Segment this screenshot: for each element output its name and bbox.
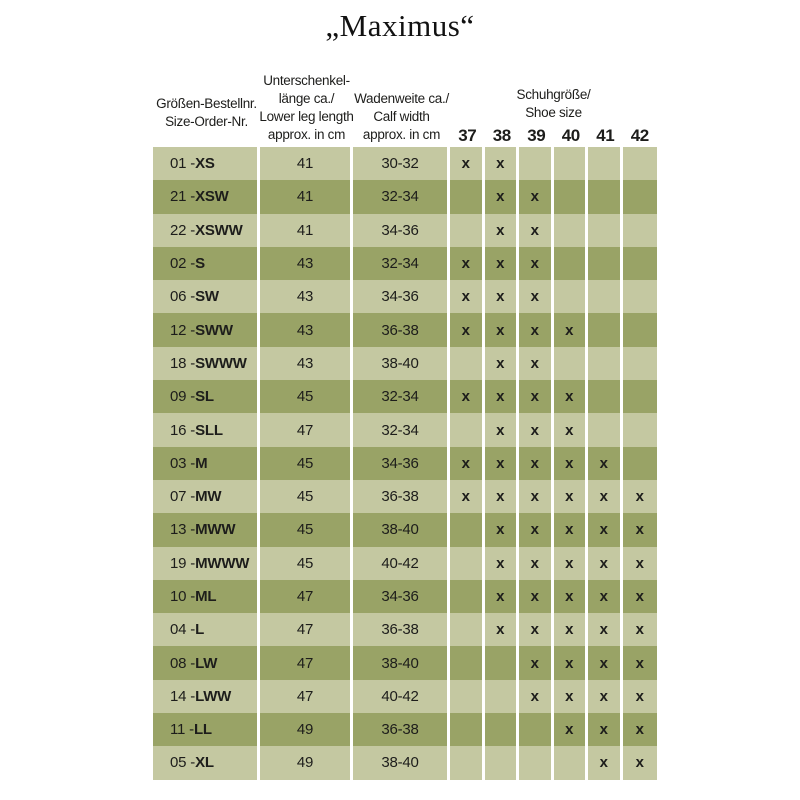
- table-header: [153, 56, 657, 147]
- size-code: LL: [193, 721, 212, 739]
- size-order-cell: [153, 447, 260, 480]
- order-number: 09 -: [170, 388, 196, 406]
- shoe-size-37-mark-cell: x: [450, 280, 485, 313]
- shoe-size-38-mark-cell: x: [485, 613, 520, 646]
- size-code: SL: [195, 388, 214, 406]
- shoe-size-42-mark-cell: x: [623, 580, 658, 613]
- size-code: SWWW: [195, 354, 247, 372]
- shoe-size-39-mark-cell: x: [519, 580, 554, 613]
- size-order-cell: [153, 547, 260, 580]
- header-leg-line3: Lower leg length: [259, 109, 354, 124]
- header-calf-width: [353, 90, 450, 147]
- shoe-size-42-mark-cell: x: [623, 613, 658, 646]
- shoe-size-41-mark-cell: [588, 380, 623, 413]
- table-row: [153, 380, 657, 413]
- shoe-size-37-mark-cell: [450, 580, 485, 613]
- size-code: ML: [195, 588, 217, 605]
- table-row: [153, 513, 657, 546]
- size-order-cell: [153, 680, 260, 713]
- shoe-size-40-mark-cell: x: [554, 713, 589, 746]
- leg-length-cell: 45: [260, 380, 353, 413]
- leg-length-cell: 43: [260, 280, 353, 313]
- shoe-size-37-mark-cell: x: [450, 447, 485, 480]
- shoe-size-37-mark-cell: [450, 713, 485, 746]
- size-order-cell: [153, 746, 260, 779]
- shoe-size-39-mark-cell: x: [519, 347, 554, 380]
- leg-length-cell: 45: [260, 547, 353, 580]
- calf-width-cell: 32-34: [353, 247, 450, 280]
- shoe-size-42-mark-cell: x: [623, 713, 658, 746]
- table-row: [153, 646, 657, 679]
- shoe-size-38-mark-cell: x: [485, 580, 520, 613]
- size-order-cell: [153, 214, 260, 247]
- table-body: [153, 147, 657, 780]
- table-row: [153, 247, 657, 280]
- leg-length-cell: 43: [260, 313, 353, 346]
- order-number: 06 -: [170, 288, 196, 306]
- leg-length-cell: 47: [260, 613, 353, 646]
- table-row: [153, 413, 657, 446]
- header-leg-line2: länge ca./: [278, 91, 335, 106]
- shoe-size-40-mark-cell: [554, 746, 589, 779]
- shoe-size-39-mark-cell: x: [519, 313, 554, 346]
- shoe-size-header-42: 42: [630, 126, 649, 145]
- size-order-cell: [153, 347, 260, 380]
- shoe-size-40-mark-cell: x: [554, 380, 589, 413]
- calf-width-cell: 32-34: [353, 413, 450, 446]
- shoe-size-37-mark-cell: [450, 180, 485, 213]
- shoe-size-41-mark-cell: x: [588, 613, 623, 646]
- table-row: [153, 313, 657, 346]
- shoe-size-37-mark-cell: x: [450, 147, 485, 180]
- leg-length-cell: 43: [260, 347, 353, 380]
- order-number: 22 -: [170, 221, 196, 239]
- shoe-size-39-mark-cell: x: [519, 513, 554, 546]
- size-order-cell: [153, 147, 260, 180]
- table-row: [153, 680, 657, 713]
- shoe-size-38-mark-cell: [485, 680, 520, 713]
- order-number: 01 -: [170, 155, 196, 173]
- shoe-size-37-mark-cell: [450, 680, 485, 713]
- shoe-size-40-mark-cell: x: [554, 313, 589, 346]
- shoe-size-40-mark-cell: [554, 180, 589, 213]
- order-number: 19 -: [170, 554, 196, 572]
- shoe-size-42-mark-cell: [623, 380, 658, 413]
- shoe-size-41-mark-cell: x: [588, 680, 623, 713]
- order-number: 02 -: [170, 255, 196, 273]
- leg-length-cell: 45: [260, 447, 353, 480]
- size-code: MW: [195, 488, 222, 506]
- shoe-size-38-mark-cell: x: [485, 247, 520, 280]
- shoe-size-38-mark-cell: x: [485, 280, 520, 313]
- shoe-size-40-mark-cell: x: [554, 513, 589, 546]
- shoe-size-header-40: 40: [561, 126, 580, 145]
- shoe-size-38-mark-cell: x: [485, 480, 520, 513]
- calf-width-cell: 38-40: [353, 746, 450, 779]
- shoe-size-40-mark-cell: [554, 247, 589, 280]
- shoe-size-42-mark-cell: [623, 347, 658, 380]
- order-number: 13 -: [170, 521, 196, 539]
- calf-width-cell: 30-32: [353, 147, 450, 180]
- shoe-size-37-mark-cell: x: [450, 247, 485, 280]
- shoe-size-39-mark-cell: x: [519, 480, 554, 513]
- size-code: XSW: [195, 188, 229, 206]
- leg-length-cell: 41: [260, 214, 353, 247]
- calf-width-cell: 34-36: [353, 580, 450, 613]
- calf-width-cell: 36-38: [353, 313, 450, 346]
- shoe-size-39-mark-cell: [519, 713, 554, 746]
- size-order-cell: [153, 413, 260, 446]
- shoe-size-40-mark-cell: x: [554, 613, 589, 646]
- table-row: [153, 147, 657, 180]
- calf-width-cell: 38-40: [353, 646, 450, 679]
- table-row: [153, 280, 657, 313]
- table-row: [153, 214, 657, 247]
- shoe-size-39-mark-cell: x: [519, 413, 554, 446]
- size-code: L: [195, 621, 205, 639]
- leg-length-cell: 45: [260, 513, 353, 546]
- shoe-size-42-mark-cell: [623, 313, 658, 346]
- size-order-cell: [153, 513, 260, 546]
- leg-length-cell: 49: [260, 746, 353, 779]
- header-shoe-size-group: [450, 86, 657, 147]
- shoe-size-40-mark-cell: [554, 347, 589, 380]
- leg-length-cell: 47: [260, 680, 353, 713]
- shoe-size-37-mark-cell: [450, 746, 485, 779]
- table-row: [153, 713, 657, 746]
- shoe-size-42-mark-cell: [623, 180, 658, 213]
- order-number: 21 -: [170, 188, 196, 206]
- shoe-size-header-39: 39: [527, 126, 546, 145]
- header-size-order: [153, 95, 260, 147]
- calf-width-cell: 38-40: [353, 347, 450, 380]
- table-row: [153, 547, 657, 580]
- shoe-size-41-mark-cell: [588, 347, 623, 380]
- shoe-size-40-mark-cell: x: [554, 413, 589, 446]
- header-shoe-line2: Shoe size: [525, 105, 582, 120]
- header-calf-line1: Wadenweite ca./: [354, 91, 449, 106]
- size-order-cell: [153, 613, 260, 646]
- shoe-size-38-mark-cell: x: [485, 214, 520, 247]
- shoe-size-header-38: 38: [492, 126, 511, 145]
- table-row: [153, 580, 657, 613]
- size-code: MWW: [195, 521, 236, 539]
- header-shoe-line1: Schuhgröße/: [516, 87, 591, 102]
- header-size-order-line2: Size-Order-Nr.: [165, 114, 248, 129]
- size-code: XSWW: [195, 221, 243, 239]
- leg-length-cell: 49: [260, 713, 353, 746]
- size-order-cell: [153, 480, 260, 513]
- header-calf-line2: Calf width: [373, 109, 430, 124]
- shoe-size-37-mark-cell: [450, 613, 485, 646]
- calf-width-cell: 34-36: [353, 214, 450, 247]
- order-number: 11 -: [170, 721, 194, 739]
- size-code: SWW: [195, 321, 233, 339]
- shoe-size-38-mark-cell: x: [485, 313, 520, 346]
- shoe-size-38-mark-cell: x: [485, 147, 520, 180]
- shoe-size-41-mark-cell: x: [588, 580, 623, 613]
- shoe-size-42-mark-cell: x: [623, 646, 658, 679]
- shoe-size-39-mark-cell: x: [519, 380, 554, 413]
- shoe-size-38-mark-cell: [485, 713, 520, 746]
- shoe-size-41-mark-cell: [588, 313, 623, 346]
- header-leg-line1: Unterschenkel-: [263, 73, 350, 88]
- shoe-size-41-mark-cell: x: [588, 513, 623, 546]
- shoe-size-header-37: 37: [458, 126, 477, 145]
- size-code: SW: [195, 288, 219, 306]
- shoe-size-41-mark-cell: x: [588, 480, 623, 513]
- shoe-size-37-mark-cell: [450, 214, 485, 247]
- size-code: MWWW: [195, 554, 250, 572]
- shoe-size-40-mark-cell: x: [554, 680, 589, 713]
- size-order-cell: [153, 313, 260, 346]
- shoe-size-41-mark-cell: x: [588, 447, 623, 480]
- shoe-size-38-mark-cell: x: [485, 547, 520, 580]
- shoe-size-37-mark-cell: [450, 646, 485, 679]
- shoe-size-37-mark-cell: x: [450, 480, 485, 513]
- shoe-size-40-mark-cell: x: [554, 480, 589, 513]
- calf-width-cell: 40-42: [353, 680, 450, 713]
- shoe-size-42-mark-cell: x: [623, 547, 658, 580]
- size-order-cell: [153, 580, 260, 613]
- calf-width-cell: 38-40: [353, 513, 450, 546]
- shoe-size-41-mark-cell: x: [588, 713, 623, 746]
- shoe-size-38-mark-cell: x: [485, 347, 520, 380]
- size-order-cell: [153, 646, 260, 679]
- size-code: LW: [195, 654, 218, 672]
- shoe-size-39-mark-cell: x: [519, 613, 554, 646]
- shoe-size-42-mark-cell: [623, 280, 658, 313]
- leg-length-cell: 45: [260, 480, 353, 513]
- shoe-size-42-mark-cell: [623, 413, 658, 446]
- shoe-size-38-mark-cell: [485, 746, 520, 779]
- order-number: 10 -: [170, 588, 196, 605]
- leg-length-cell: 43: [260, 247, 353, 280]
- shoe-size-38-mark-cell: x: [485, 380, 520, 413]
- order-number: 18 -: [170, 354, 196, 372]
- order-number: 04 -: [170, 621, 196, 639]
- size-code: S: [195, 255, 205, 273]
- table-row: [153, 347, 657, 380]
- shoe-size-42-mark-cell: [623, 247, 658, 280]
- header-size-order-line1: Größen-Bestellnr.: [156, 96, 257, 111]
- shoe-size-41-mark-cell: x: [588, 547, 623, 580]
- table-row: [153, 180, 657, 213]
- calf-width-cell: 40-42: [353, 547, 450, 580]
- shoe-size-38-mark-cell: x: [485, 513, 520, 546]
- calf-width-cell: 32-34: [353, 380, 450, 413]
- leg-length-cell: 41: [260, 180, 353, 213]
- shoe-size-39-mark-cell: x: [519, 547, 554, 580]
- shoe-size-42-mark-cell: x: [623, 480, 658, 513]
- size-code: XS: [195, 155, 215, 173]
- shoe-size-42-mark-cell: [623, 147, 658, 180]
- shoe-size-40-mark-cell: [554, 147, 589, 180]
- shoe-size-39-mark-cell: [519, 746, 554, 779]
- shoe-size-42-mark-cell: x: [623, 746, 658, 779]
- shoe-size-39-mark-cell: x: [519, 447, 554, 480]
- size-order-cell: [153, 280, 260, 313]
- shoe-size-37-mark-cell: [450, 347, 485, 380]
- shoe-size-39-mark-cell: [519, 147, 554, 180]
- order-number: 08 -: [170, 654, 196, 672]
- table-row: [153, 613, 657, 646]
- calf-width-cell: 36-38: [353, 480, 450, 513]
- size-order-cell: [153, 713, 260, 746]
- shoe-size-38-mark-cell: x: [485, 447, 520, 480]
- shoe-size-39-mark-cell: x: [519, 214, 554, 247]
- size-code: LWW: [195, 687, 232, 705]
- shoe-size-41-mark-cell: [588, 214, 623, 247]
- shoe-size-39-mark-cell: x: [519, 247, 554, 280]
- shoe-size-37-mark-cell: x: [450, 380, 485, 413]
- shoe-size-40-mark-cell: [554, 280, 589, 313]
- shoe-size-40-mark-cell: x: [554, 580, 589, 613]
- table-row: [153, 746, 657, 779]
- shoe-size-41-mark-cell: [588, 413, 623, 446]
- shoe-size-39-mark-cell: x: [519, 646, 554, 679]
- shoe-size-38-mark-cell: x: [485, 180, 520, 213]
- table-row: [153, 480, 657, 513]
- shoe-size-39-mark-cell: x: [519, 680, 554, 713]
- shoe-size-37-mark-cell: [450, 547, 485, 580]
- size-code: M: [195, 454, 208, 472]
- shoe-size-41-mark-cell: [588, 147, 623, 180]
- shoe-size-40-mark-cell: x: [554, 646, 589, 679]
- order-number: 07 -: [170, 488, 196, 506]
- order-number: 03 -: [170, 454, 196, 472]
- shoe-size-41-mark-cell: x: [588, 646, 623, 679]
- header-leg-line4: approx. in cm: [267, 127, 346, 142]
- header-leg-length: [260, 72, 353, 147]
- calf-width-cell: 34-36: [353, 447, 450, 480]
- shoe-size-41-mark-cell: x: [588, 746, 623, 779]
- header-calf-line3: approx. in cm: [362, 127, 441, 142]
- order-number: 16 -: [170, 421, 196, 439]
- shoe-size-40-mark-cell: x: [554, 547, 589, 580]
- leg-length-cell: 47: [260, 646, 353, 679]
- calf-width-cell: 36-38: [353, 613, 450, 646]
- order-number: 14 -: [170, 687, 196, 705]
- calf-width-cell: 34-36: [353, 280, 450, 313]
- shoe-size-42-mark-cell: [623, 214, 658, 247]
- shoe-size-38-mark-cell: [485, 646, 520, 679]
- calf-width-cell: 32-34: [353, 180, 450, 213]
- shoe-size-39-mark-cell: x: [519, 180, 554, 213]
- leg-length-cell: 47: [260, 413, 353, 446]
- shoe-size-42-mark-cell: x: [623, 680, 658, 713]
- table-row: [153, 447, 657, 480]
- order-number: 12 -: [170, 321, 196, 339]
- size-code: SLL: [195, 421, 223, 439]
- order-number: 05 -: [170, 754, 196, 772]
- shoe-size-37-mark-cell: [450, 413, 485, 446]
- shoe-size-39-mark-cell: x: [519, 280, 554, 313]
- shoe-size-41-mark-cell: [588, 280, 623, 313]
- shoe-size-40-mark-cell: [554, 214, 589, 247]
- shoe-size-41-mark-cell: [588, 180, 623, 213]
- shoe-numbers-row: [450, 127, 657, 147]
- size-order-cell: [153, 180, 260, 213]
- size-order-cell: [153, 380, 260, 413]
- shoe-size-42-mark-cell: x: [623, 513, 658, 546]
- calf-width-cell: 36-38: [353, 713, 450, 746]
- header-shoe-size-label: [517, 86, 591, 122]
- shoe-size-header-41: 41: [596, 126, 615, 145]
- shoe-size-37-mark-cell: x: [450, 313, 485, 346]
- shoe-size-41-mark-cell: [588, 247, 623, 280]
- shoe-size-40-mark-cell: x: [554, 447, 589, 480]
- size-order-cell: [153, 247, 260, 280]
- page-title: „Maximus“: [325, 8, 475, 43]
- leg-length-cell: 47: [260, 580, 353, 613]
- shoe-size-42-mark-cell: [623, 447, 658, 480]
- size-code: XL: [195, 754, 214, 772]
- shoe-size-37-mark-cell: [450, 513, 485, 546]
- leg-length-cell: 41: [260, 147, 353, 180]
- shoe-size-38-mark-cell: x: [485, 413, 520, 446]
